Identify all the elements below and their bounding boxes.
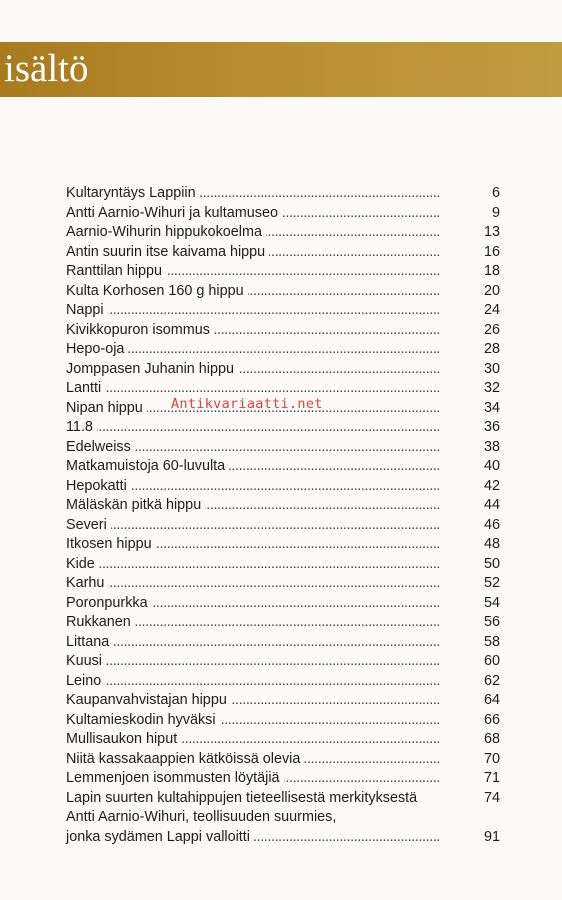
- toc-entry-page: 68: [483, 731, 500, 747]
- toc-entry-title: Poronpurkka: [66, 595, 152, 611]
- toc-dot-leader: [66, 672, 441, 692]
- toc-entry-page: 91: [483, 828, 500, 845]
- toc-entry: [66, 301, 506, 321]
- toc-entry: [66, 360, 506, 380]
- toc-entry: [66, 750, 506, 770]
- toc-entry-title: Jomppasen Juhanin hippu: [66, 361, 238, 377]
- toc-entry: [66, 711, 506, 731]
- toc-entry-page: 32: [483, 380, 500, 396]
- toc-entry-title: Kuusi: [66, 653, 106, 669]
- toc-entry: [66, 633, 506, 653]
- toc-entry: [66, 555, 506, 575]
- toc-entry-title: Aarnio-Wihurin hippukokoelma: [66, 224, 266, 240]
- toc-entry-title: Kultaryntäys Lappiin: [66, 185, 200, 201]
- toc-entry: [66, 652, 506, 672]
- toc-entry-title: Lemmenjoen isommusten löytäjiä: [66, 770, 284, 786]
- toc-entry-title: Lapin suurten kultahippujen tieteellisestä merkityksestä: [66, 790, 421, 806]
- toc-entry: [66, 574, 506, 594]
- toc-entry-page: 28: [483, 341, 500, 357]
- toc-entry-page: 64: [483, 692, 500, 708]
- toc-entry: [66, 789, 506, 809]
- toc-entry-page: 48: [483, 536, 500, 552]
- toc-entry-title: Rukkanen: [66, 614, 135, 630]
- toc-entry-page: 16: [483, 243, 500, 260]
- page-title: isältö: [4, 47, 89, 90]
- toc-entry-title: Kide: [66, 556, 99, 572]
- toc-entry-page: 42: [483, 477, 500, 494]
- toc-entry-page: 18: [483, 263, 500, 279]
- toc-entry-title: Kulta Korhosen 160 g hippu: [66, 283, 248, 299]
- toc-entry-page: 71: [483, 770, 500, 786]
- toc-entry: [66, 262, 506, 282]
- toc-entry-page: 34: [483, 399, 500, 416]
- toc-entry-page: 24: [483, 302, 500, 318]
- toc-entry-title: Leino: [66, 673, 105, 689]
- toc-entry-title: Mullisaukon hiput: [66, 731, 181, 747]
- toc-entry-page: 50: [483, 555, 500, 572]
- toc-dot-leader: [66, 633, 441, 653]
- toc-entry-page: 70: [483, 750, 500, 767]
- toc-entry-page: 58: [483, 633, 500, 650]
- toc-entry-title: Edelweiss: [66, 439, 135, 455]
- toc-entry-title: Ranttilan hippu: [66, 263, 166, 279]
- toc-entry-title: Kultamieskodin hyväksi: [66, 712, 220, 728]
- toc-entry-title: Antin suurin itse kaivama hippu: [66, 244, 269, 260]
- toc-entry: [66, 477, 506, 497]
- toc-dot-leader: [66, 574, 441, 594]
- toc-entry-page: 66: [483, 711, 500, 728]
- toc-entry-title: Karhu: [66, 575, 108, 591]
- toc-entry-page: 44: [483, 497, 500, 513]
- watermark: Antikvariaatti.net: [171, 396, 323, 412]
- toc-entry-page: 54: [483, 594, 500, 611]
- toc-entry-title-line2: jonka sydämen Lappi valloitti: [66, 829, 254, 845]
- toc-entry-title: Nappi: [66, 302, 108, 318]
- toc-entry: [66, 691, 506, 711]
- toc-entry: [66, 730, 506, 750]
- toc-entry-page: 36: [483, 419, 500, 435]
- toc-entry-page: 60: [483, 653, 500, 669]
- toc-entry: [66, 282, 506, 302]
- toc-entry-title: 11.8: [66, 419, 97, 435]
- toc-entry-page: 20: [483, 282, 500, 299]
- toc-entry: [66, 418, 506, 438]
- toc-entry: [66, 594, 506, 614]
- toc-entry: [66, 613, 506, 633]
- toc-entry-title: Kivikkopuron isommus: [66, 322, 214, 338]
- toc-entry-title: Matkamuistoja 60-luvulta: [66, 458, 229, 474]
- toc-entry-title: Mäläskän pitkä hippu: [66, 497, 205, 513]
- toc-dot-leader: [66, 301, 441, 321]
- toc-entry-title: Antti Aarnio-Wihuri ja kultamuseo: [66, 205, 282, 221]
- toc-entry-title-line1: Antti Aarnio-Wihuri, teollisuuden suurmies,: [66, 809, 337, 825]
- toc-entry: [66, 184, 506, 204]
- toc-entry-page: 40: [483, 458, 500, 474]
- toc-entry-page: 46: [483, 516, 500, 533]
- toc-dot-leader: [66, 418, 441, 438]
- toc-entry-page: 74: [483, 789, 500, 806]
- toc-entry: [66, 243, 506, 263]
- toc-entry-page: 13: [483, 224, 500, 240]
- toc-entry-page: 38: [483, 438, 500, 455]
- toc-dot-leader: [66, 516, 441, 536]
- toc-entry: [66, 672, 506, 692]
- toc-entry-page: 6: [491, 185, 500, 201]
- toc-entry: [66, 516, 506, 536]
- toc-entry: [66, 438, 506, 458]
- toc-entry: [66, 223, 506, 243]
- toc-entry-title: Itkosen hippu: [66, 536, 156, 552]
- toc-entry: [66, 496, 506, 516]
- toc-entry-title: Severi: [66, 517, 111, 533]
- toc-entry-page: 56: [483, 614, 500, 630]
- toc-entry-title: Kaupanvahvistajan hippu: [66, 692, 231, 708]
- toc-entry: [66, 204, 506, 224]
- toc-entry-title: Lantti: [66, 380, 105, 396]
- toc-entry: [66, 321, 506, 341]
- toc-entry-page: 52: [483, 575, 500, 591]
- toc-entry-page: 62: [483, 672, 500, 689]
- toc-entry-title: Niitä kassakaappien kätköissä olevia: [66, 751, 304, 767]
- toc-dot-leader: [66, 652, 441, 672]
- toc-entry: [66, 457, 506, 477]
- toc-dot-leader: [66, 555, 441, 575]
- toc-entry-title: Hepokatti: [66, 478, 131, 494]
- toc-entry-title: Nipan hippu: [66, 400, 147, 416]
- toc-entry-page: 30: [483, 360, 500, 377]
- toc-entry-page: 26: [483, 321, 500, 338]
- toc-entry: [66, 769, 506, 789]
- toc-entry-page: 9: [491, 204, 500, 221]
- toc-entry-title: Hepo-oja: [66, 341, 128, 357]
- toc-entry-title: Littana: [66, 634, 113, 650]
- table-of-contents: [66, 184, 506, 847]
- toc-entry: [66, 340, 506, 360]
- toc-entry: [66, 535, 506, 555]
- toc-entry-last: [66, 808, 506, 847]
